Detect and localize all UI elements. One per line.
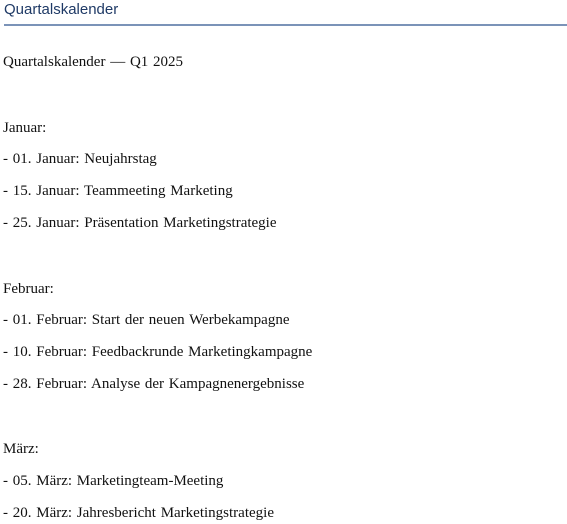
- list-item: - 01. Januar: Neujahrstag: [3, 151, 157, 167]
- list-item: - 10. Februar: Feedbackrunde Marketingkampagne: [3, 344, 313, 360]
- list-item: - 15. Januar: Teammeeting Marketing: [3, 183, 233, 199]
- header-title: Quartalskalender: [4, 1, 119, 18]
- list-item: - 05. März: Marketingteam-Meeting: [3, 473, 224, 489]
- list-item: - 25. Januar: Präsentation Marketingstrategie: [3, 215, 277, 231]
- section-heading-maerz: März:: [3, 441, 39, 457]
- list-item: - 28. Februar: Analyse der Kampagnenergebnisse: [3, 376, 305, 392]
- document-header: [4, 0, 567, 26]
- document-title-line: Quartalskalender — Q1 2025: [3, 54, 184, 70]
- list-item: - 20. März: Jahresbericht Marketingstrategie: [3, 505, 274, 521]
- section-heading-februar: Februar:: [3, 281, 54, 297]
- list-item: - 01. Februar: Start der neuen Werbekampagne: [3, 312, 290, 328]
- section-heading-januar: Januar:: [3, 120, 47, 136]
